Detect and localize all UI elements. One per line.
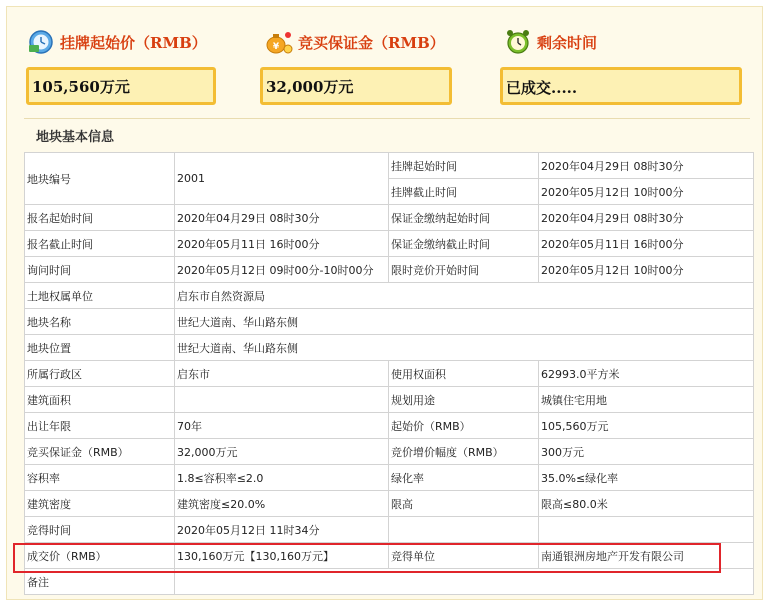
start-price-value-box — [26, 67, 216, 105]
table-value: 2001 — [175, 153, 389, 205]
table-label — [389, 517, 539, 543]
table-label: 保证金缴纳起始时间 — [389, 205, 539, 231]
table-row — [25, 335, 754, 361]
section-divider — [24, 118, 750, 119]
deposit-value: 32,000万元 — [266, 77, 354, 96]
table-value: 32,000万元 — [175, 439, 389, 465]
table-label: 挂牌截止时间 — [389, 179, 539, 205]
table-label: 土地权属单位 — [25, 283, 175, 309]
table-label: 保证金缴纳截止时间 — [389, 231, 539, 257]
table-row — [25, 205, 754, 231]
table-label: 绿化率 — [389, 465, 539, 491]
table-value — [175, 569, 754, 595]
table-label: 竞得时间 — [25, 517, 175, 543]
table-value: 70年 — [175, 413, 389, 439]
table-row — [25, 361, 754, 387]
table-value: 62993.0平方米 — [539, 361, 754, 387]
table-value: 1.8≤容积率≤2.0 — [175, 465, 389, 491]
table-value: 2020年05月11日 16时00分 — [539, 231, 754, 257]
start-price-label: 挂牌起始价（RMB） — [60, 33, 207, 52]
table-value — [539, 517, 754, 543]
table-value: 建筑密度≤20.0% — [175, 491, 389, 517]
table-value: 105,560万元 — [539, 413, 754, 439]
table-label: 地块编号 — [25, 153, 175, 205]
table-value: 启东市自然资源局 — [175, 283, 754, 309]
table-label: 容积率 — [25, 465, 175, 491]
table-value: 2020年05月12日 09时00分-10时00分 — [175, 257, 389, 283]
table-row — [25, 465, 754, 491]
table-label: 竞买保证金（RMB） — [25, 439, 175, 465]
table-value: 世纪大道南、华山路东侧 — [175, 335, 754, 361]
table-value: 130,160万元【130,160万元】 — [175, 543, 389, 569]
table-label: 报名截止时间 — [25, 231, 175, 257]
table-label: 出让年限 — [25, 413, 175, 439]
table-value: 限高≤80.0米 — [539, 491, 754, 517]
table-row-deal — [25, 543, 754, 569]
table-label: 起始价（RMB） — [389, 413, 539, 439]
table-label: 地块名称 — [25, 309, 175, 335]
section-title: 地块基本信息 — [36, 130, 115, 145]
deposit-label: 竞买保证金（RMB） — [298, 33, 445, 52]
money-bag-icon — [266, 29, 292, 55]
start-price-header — [28, 28, 207, 56]
table-row — [25, 153, 754, 179]
table-value: 2020年05月12日 10时00分 — [539, 179, 754, 205]
table-row — [25, 231, 754, 257]
price-tag-clock-icon — [28, 29, 54, 55]
table-label: 挂牌起始时间 — [389, 153, 539, 179]
table-row — [25, 569, 754, 595]
table-value: 南通银洲房地产开发有限公司 — [539, 543, 754, 569]
table-row — [25, 439, 754, 465]
remaining-time-value-box — [500, 67, 742, 105]
start-price-value: 105,560万元 — [32, 77, 130, 96]
table-label: 地块位置 — [25, 335, 175, 361]
table-label: 建筑密度 — [25, 491, 175, 517]
table-label: 规划用途 — [389, 387, 539, 413]
deposit-value-box — [260, 67, 452, 105]
alarm-clock-icon — [505, 29, 531, 55]
table-value: 300万元 — [539, 439, 754, 465]
table-value: 城镇住宅用地 — [539, 387, 754, 413]
table-value: 2020年04月29日 08时30分 — [539, 205, 754, 231]
table-label: 竞得单位 — [389, 543, 539, 569]
table-value: 35.0%≤绿化率 — [539, 465, 754, 491]
table-label: 所属行政区 — [25, 361, 175, 387]
table-row — [25, 283, 754, 309]
table-label: 建筑面积 — [25, 387, 175, 413]
table-label: 限高 — [389, 491, 539, 517]
table-row — [25, 491, 754, 517]
table-row — [25, 387, 754, 413]
table-label: 询问时间 — [25, 257, 175, 283]
table-label: 限时竞价开始时间 — [389, 257, 539, 283]
table-row — [25, 309, 754, 335]
table-value: 2020年04月29日 08时30分 — [539, 153, 754, 179]
table-value: 2020年04月29日 08时30分 — [175, 205, 389, 231]
table-row — [25, 517, 754, 543]
table-value: 2020年05月12日 10时00分 — [539, 257, 754, 283]
remaining-time-value: 已成交..... — [506, 79, 578, 97]
remaining-time-header — [505, 28, 597, 56]
table-value — [175, 387, 389, 413]
table-row — [25, 413, 754, 439]
table-row — [25, 257, 754, 283]
table-value: 启东市 — [175, 361, 389, 387]
parcel-info-table — [24, 152, 754, 595]
table-value: 2020年05月11日 16时00分 — [175, 231, 389, 257]
table-label: 成交价（RMB） — [25, 543, 175, 569]
table-label: 竞价增价幅度（RMB） — [389, 439, 539, 465]
svg-text:¥: ¥ — [272, 42, 280, 52]
table-value: 2020年05月12日 11时34分 — [175, 517, 389, 543]
remaining-time-label: 剩余时间 — [537, 33, 598, 52]
deposit-header — [266, 28, 445, 56]
table-label: 备注 — [25, 569, 175, 595]
table-label: 报名起始时间 — [25, 205, 175, 231]
table-label: 使用权面积 — [389, 361, 539, 387]
table-value: 世纪大道南、华山路东侧 — [175, 309, 754, 335]
